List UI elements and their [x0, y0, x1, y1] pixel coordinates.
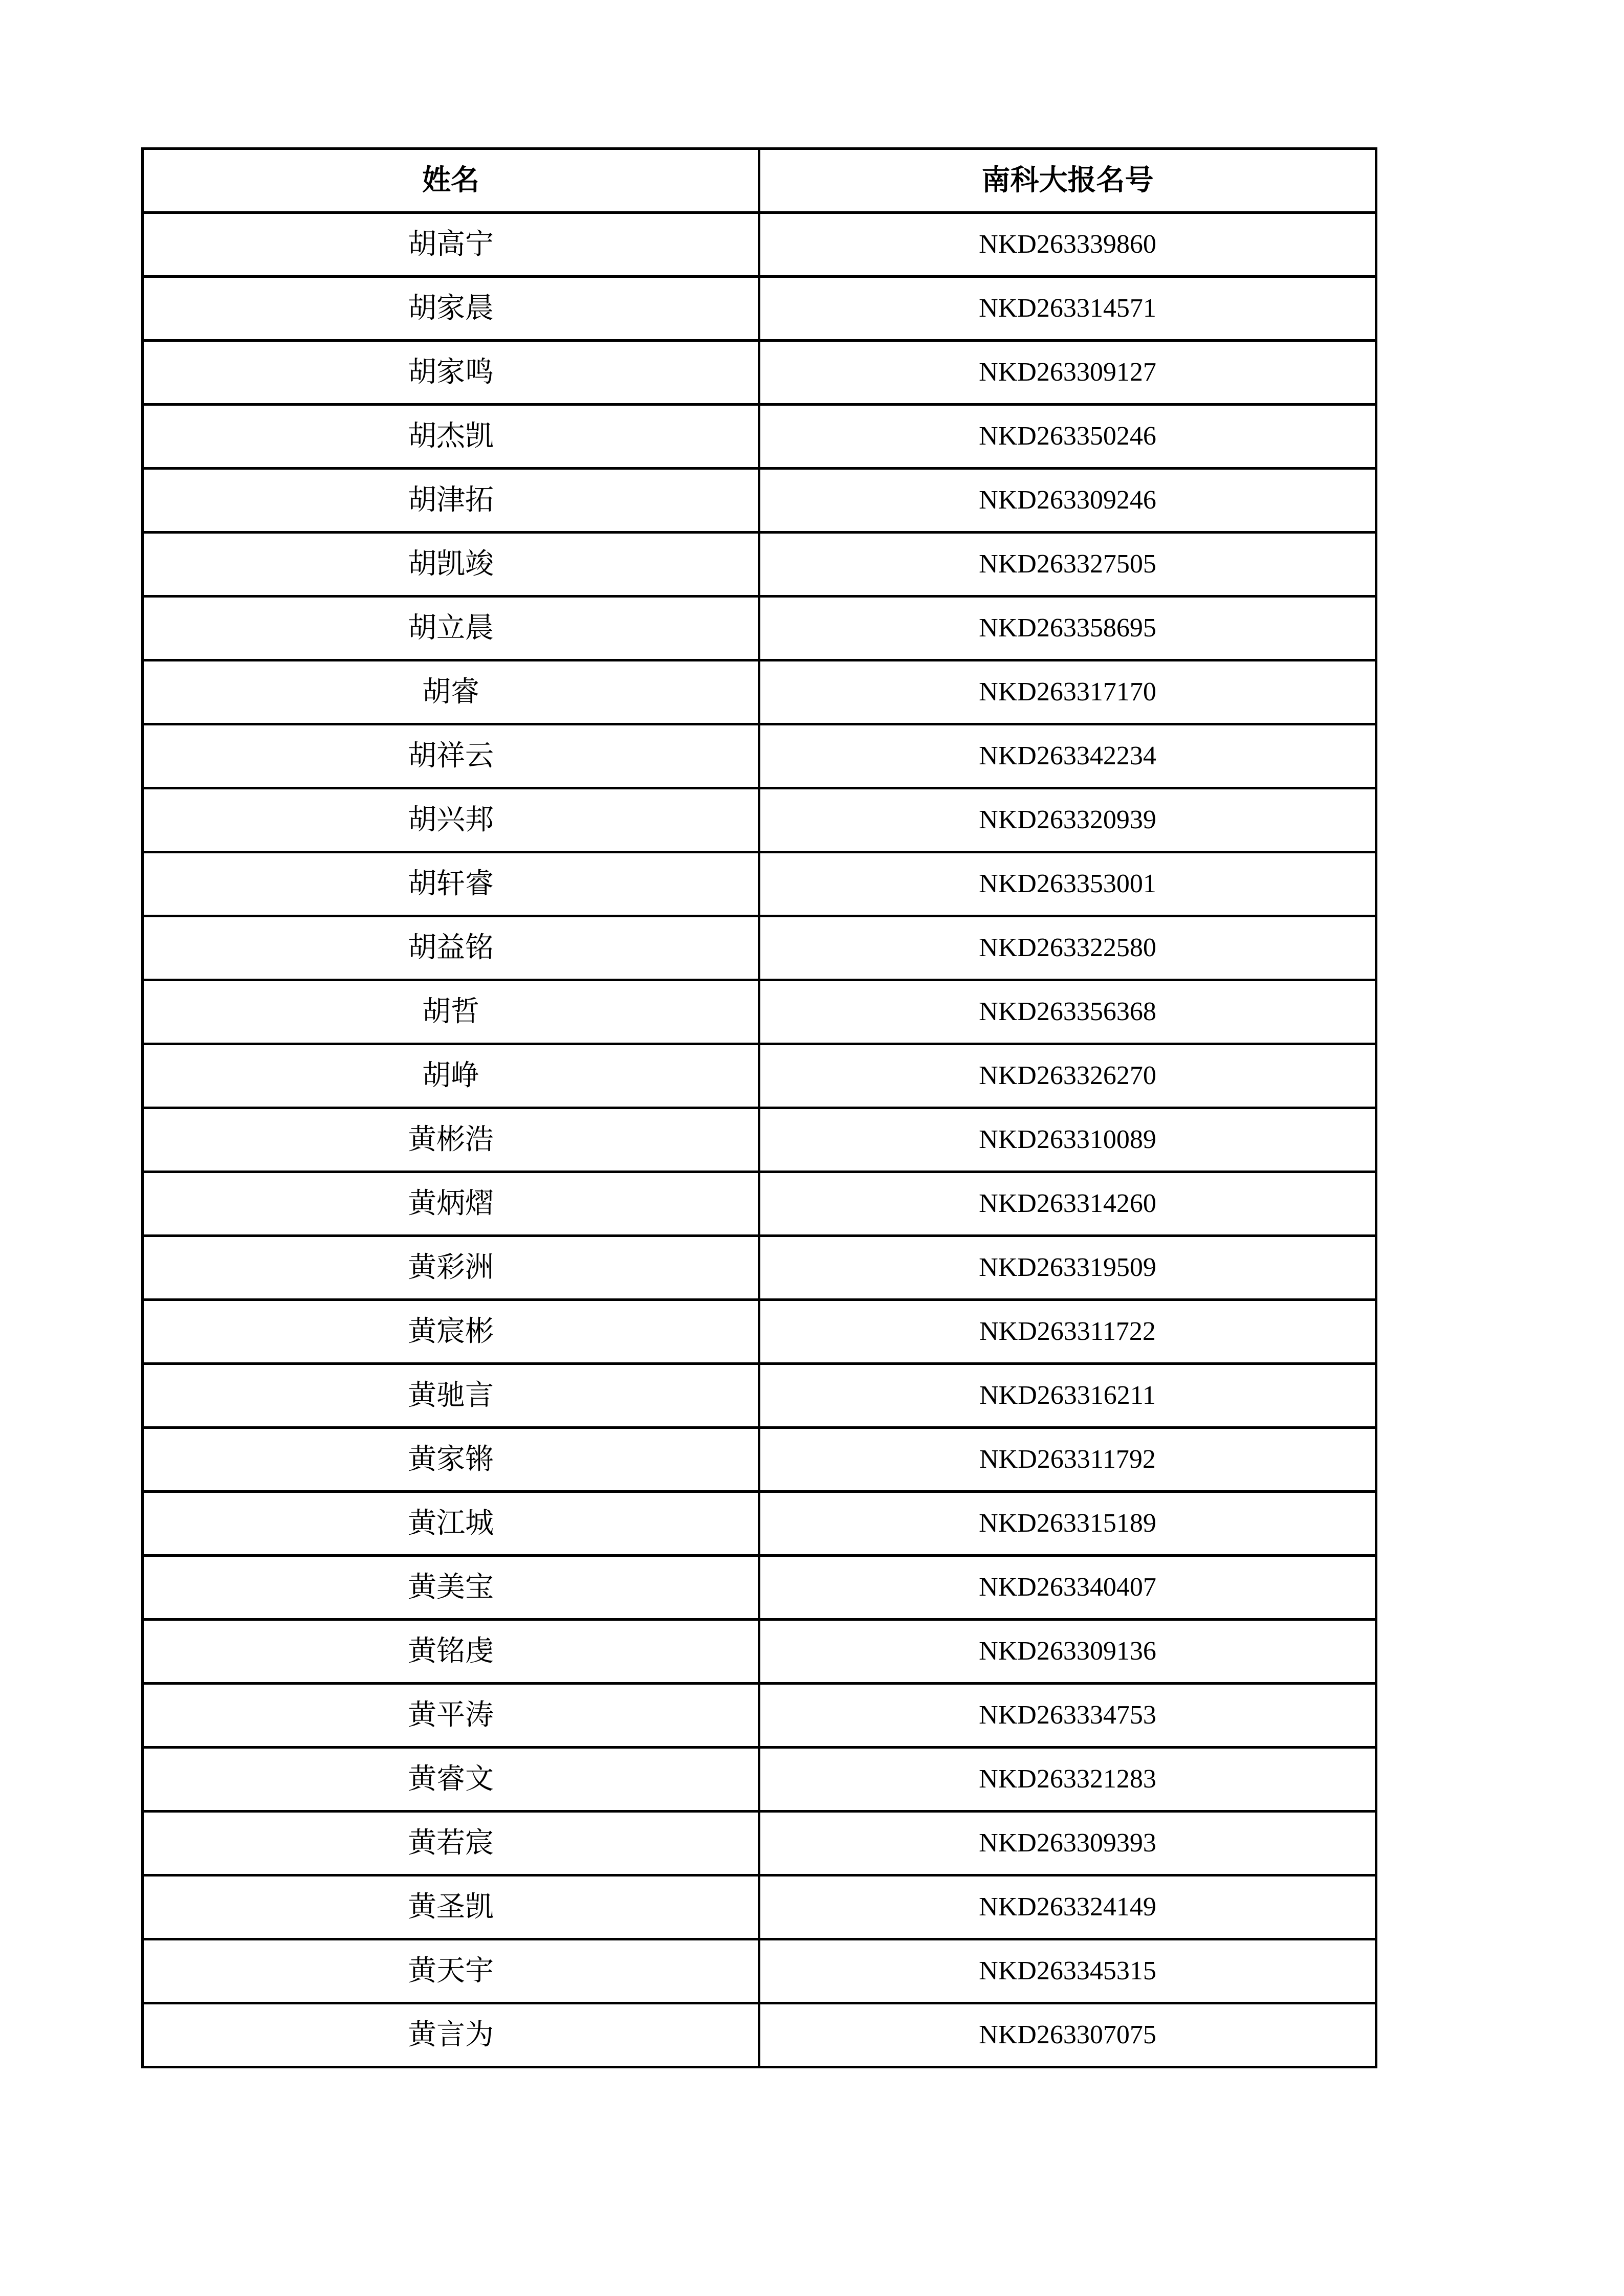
table-row: [143, 980, 1376, 1044]
registration-id-cell: NKD263350246: [759, 405, 1376, 469]
registration-id-cell: NKD263358695: [759, 597, 1376, 660]
registration-id-cell: NKD263319509: [759, 1236, 1376, 1300]
registration-id-cell: NKD263321283: [759, 1748, 1376, 1812]
student-name-cell: 黄驰言: [143, 1364, 759, 1428]
table-body: [143, 213, 1376, 2067]
table-row: [143, 469, 1376, 533]
registration-id-cell: NKD263314571: [759, 277, 1376, 341]
registration-id-cell: NKD263309127: [759, 341, 1376, 405]
registration-id-cell: NKD263324149: [759, 1875, 1376, 1939]
table-row: [143, 405, 1376, 469]
registration-id-cell: NKD263353001: [759, 852, 1376, 916]
registration-id-cell: NKD263356368: [759, 980, 1376, 1044]
student-name-cell: 黄铭虔: [143, 1620, 759, 1684]
table-row: [143, 1812, 1376, 1875]
student-name-cell: 胡睿: [143, 660, 759, 724]
student-name-cell: 黄彬浩: [143, 1108, 759, 1172]
table-row: [143, 1748, 1376, 1812]
student-name-cell: 胡高宁: [143, 213, 759, 277]
registration-id-cell: NKD263320939: [759, 788, 1376, 852]
registration-id-cell: NKD263309136: [759, 1620, 1376, 1684]
registration-id-cell: NKD263316211: [759, 1364, 1376, 1428]
student-name-cell: 胡哲: [143, 980, 759, 1044]
table-row: [143, 1428, 1376, 1492]
table-row: [143, 1875, 1376, 1939]
table-row: [143, 1172, 1376, 1236]
student-name-cell: 黄圣凯: [143, 1875, 759, 1939]
table-row: [143, 1300, 1376, 1364]
table-row: [143, 1684, 1376, 1748]
registration-id-cell: NKD263309393: [759, 1812, 1376, 1875]
table-row: [143, 341, 1376, 405]
registration-id-cell: NKD263322580: [759, 916, 1376, 980]
registration-id-cell: NKD263342234: [759, 724, 1376, 788]
table-row: [143, 1364, 1376, 1428]
registration-id-cell: NKD263339860: [759, 213, 1376, 277]
table-row: [143, 1236, 1376, 1300]
student-name-cell: 胡家鸣: [143, 341, 759, 405]
student-name-cell: 黄睿文: [143, 1748, 759, 1812]
student-name-cell: 黄美宝: [143, 1556, 759, 1620]
student-name-cell: 胡益铭: [143, 916, 759, 980]
table-row: [143, 2003, 1376, 2067]
student-name-cell: 黄言为: [143, 2003, 759, 2067]
registration-id-cell: NKD263307075: [759, 2003, 1376, 2067]
student-name-cell: 黄彩洲: [143, 1236, 759, 1300]
table-row: [143, 660, 1376, 724]
student-name-cell: 胡祥云: [143, 724, 759, 788]
registration-id-cell: NKD263340407: [759, 1556, 1376, 1620]
registration-id-cell: NKD263315189: [759, 1492, 1376, 1556]
table-row: [143, 852, 1376, 916]
table-row: [143, 1556, 1376, 1620]
table-row: [143, 1620, 1376, 1684]
table-row: [143, 1939, 1376, 2003]
table-header: [143, 149, 1376, 213]
registration-id-cell: NKD263326270: [759, 1044, 1376, 1108]
column-header-registration-id: 南科大报名号: [759, 149, 1376, 213]
registration-id-cell: NKD263327505: [759, 533, 1376, 597]
registration-id-cell: NKD263309246: [759, 469, 1376, 533]
student-name-cell: 黄家锵: [143, 1428, 759, 1492]
header-row: [143, 149, 1376, 213]
student-name-cell: 黄炳熠: [143, 1172, 759, 1236]
column-header-name: 姓名: [143, 149, 759, 213]
registration-id-cell: NKD263334753: [759, 1684, 1376, 1748]
student-name-cell: 胡杰凯: [143, 405, 759, 469]
table-row: [143, 1108, 1376, 1172]
student-name-cell: 胡津拓: [143, 469, 759, 533]
registration-id-cell: NKD263311792: [759, 1428, 1376, 1492]
table-row: [143, 788, 1376, 852]
student-name-cell: 黄江城: [143, 1492, 759, 1556]
student-name-cell: 胡轩睿: [143, 852, 759, 916]
student-name-cell: 黄宸彬: [143, 1300, 759, 1364]
table-row: [143, 916, 1376, 980]
table-row: [143, 213, 1376, 277]
registration-id-cell: NKD263310089: [759, 1108, 1376, 1172]
student-name-cell: 胡凯竣: [143, 533, 759, 597]
table-row: [143, 1044, 1376, 1108]
registration-id-cell: NKD263317170: [759, 660, 1376, 724]
student-name-cell: 黄平涛: [143, 1684, 759, 1748]
student-name-cell: 黄天宇: [143, 1939, 759, 2003]
table-row: [143, 597, 1376, 660]
registration-id-cell: NKD263314260: [759, 1172, 1376, 1236]
registration-id-cell: NKD263345315: [759, 1939, 1376, 2003]
table-row: [143, 277, 1376, 341]
student-name-cell: 胡家晨: [143, 277, 759, 341]
student-name-cell: 黄若宸: [143, 1812, 759, 1875]
student-name-cell: 胡立晨: [143, 597, 759, 660]
registration-table: [141, 147, 1377, 2068]
table-row: [143, 533, 1376, 597]
student-name-cell: 胡峥: [143, 1044, 759, 1108]
table-row: [143, 724, 1376, 788]
student-name-cell: 胡兴邦: [143, 788, 759, 852]
registration-id-cell: NKD263311722: [759, 1300, 1376, 1364]
table-row: [143, 1492, 1376, 1556]
